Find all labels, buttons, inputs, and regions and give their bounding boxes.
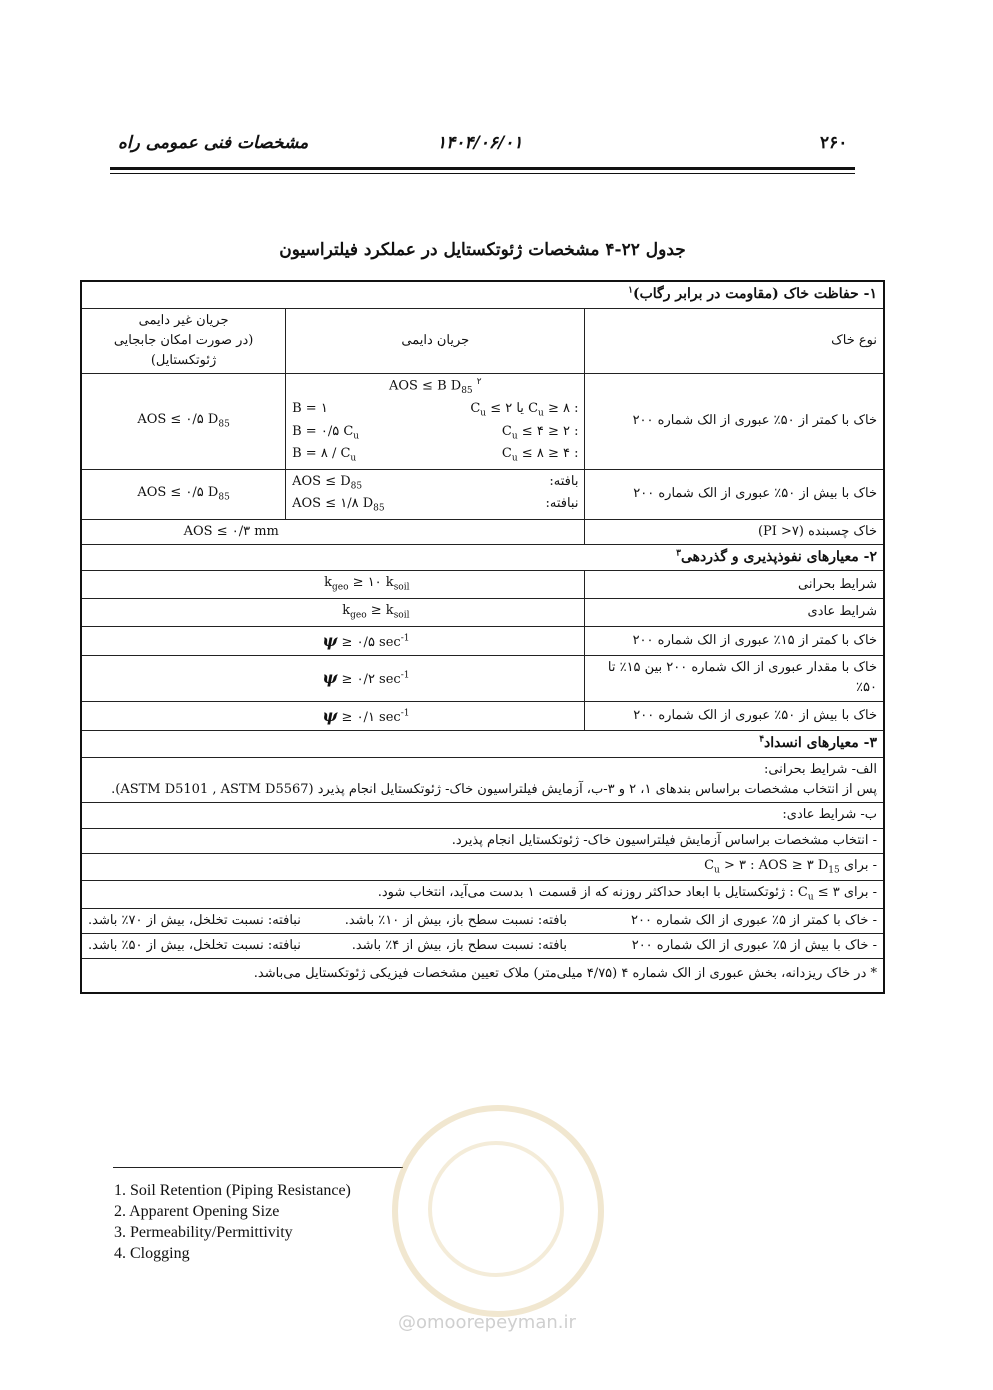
psi-15-50-label: خاک با مقدار عبوری از الک شماره ۲۰۰ بین ۱۵٪ تا ۵۰٪ — [585, 656, 884, 701]
clogging-critical-cell: الف- شرایط بحرانی: پس از انتخاب مشخصات براساس بندهای ۱، ۲ و ۳-ب، آزمایش فیلتراسیون خاک- ژئوتکستایل انجام پذیرد (ASTM D5101 , ASTM D5567). — [81, 758, 884, 803]
row-soil-more-50 — [81, 469, 884, 519]
normal-conditions-value: $k_{geo} \ge k_{soil}$ — [81, 598, 585, 626]
document-date: ۱۴۰۴/۰۶/۰۱ — [437, 133, 523, 153]
footnote-3: 3. Permeability/Permittivity — [114, 1224, 293, 1241]
soil-less-50-label: خاک با کمتر از ۵۰٪ عبوری از الک شماره ۲۰۰ — [585, 374, 884, 469]
footnote-rule — [113, 1167, 403, 1168]
section-3-header-row — [81, 731, 884, 758]
clogging-fine-less: - خاک با کمتر از ۵٪ عبوری از الک شماره ۲۰۰ بافته: نسبت سطح باز، بیش از ۱۰٪ باشد. نبافته: نسبت تخلخل، بیش از ۷۰٪ باشد. — [81, 908, 884, 933]
col-header-steady-flow: جریان دایمی — [286, 308, 585, 373]
col-header-unsteady-flow: جریان غیر دایمی (در صورت امکان جابجایی ژئوتکستایل) — [81, 308, 286, 373]
row-normal-conditions — [81, 598, 884, 626]
row-clogging-fine-more — [81, 933, 884, 958]
row-table-note — [81, 958, 884, 993]
psi-less-15-value: ψ ≥ ۰/۵ $\sec^{-1}$ — [81, 626, 585, 656]
section-3-title: ۳- معیارهای انسداد$^۴$ — [81, 731, 884, 758]
row-clogging-normal-3 — [81, 881, 884, 909]
critical-conditions-value: $k_{geo}$ ≥ ۱۰ $k_{soil}$ — [81, 571, 585, 599]
clogging-normal-1: - انتخاب مشخصات براساس آزمایش فیلتراسیون خاک- ژئوتکستایل انجام پذیرد. — [81, 828, 884, 853]
section-1-header-row — [81, 281, 884, 308]
section-2-title: ۲- معیارهای نفوذپذیری و گذردهی$^۳$ — [81, 544, 884, 571]
clogging-normal-title: ب- شرایط عادی: — [81, 803, 884, 828]
row-psi-more-50 — [81, 701, 884, 731]
critical-conditions-label: شرایط بحرانی — [585, 571, 884, 599]
clogging-normal-3: - برای $C_u$ ≤ ۳ : ژئوتکستایل با ابعاد حداکثر روزنه که از قسمت ۱ بدست می‌آید، انتخاب شود. — [81, 881, 884, 909]
clogging-normal-2: - برای $C_u$ > ۳ : AOS ≥ ۳ $D_{15}$ — [81, 853, 884, 881]
row-critical-conditions — [81, 571, 884, 599]
section-1-column-headers — [81, 308, 884, 373]
col-header-soil-type: نوع خاک — [585, 308, 884, 373]
watermark-text: @omoorepeyman.ir — [398, 1312, 576, 1333]
psi-more-50-label: خاک با بیش از ۵۰٪ عبوری از الک شماره ۲۰۰ — [585, 701, 884, 731]
footnotes — [114, 1180, 351, 1264]
row-soil-less-50 — [81, 374, 884, 469]
normal-conditions-label: شرایط عادی — [585, 598, 884, 626]
header-rule-thick — [110, 167, 855, 170]
soil-more-50-steady: بافته: AOS ≤ $D_{85}$ نبافته: AOS ≤ ۱/۸ $D_{85}$ — [286, 469, 585, 519]
footnote-2: 2. Apparent Opening Size — [114, 1203, 280, 1220]
row-clogging-normal-2 — [81, 853, 884, 881]
row-clogging-normal-1 — [81, 828, 884, 853]
aos-b-d85-formula: AOS ≤ B $D_{85}$ $^۲$ — [388, 377, 482, 397]
document-title: مشخصات فنی عمومی راه — [118, 133, 309, 153]
psi-less-15-label: خاک با کمتر از ۱۵٪ عبوری از الک شماره ۲۰۰ — [585, 626, 884, 656]
row-clogging-critical — [81, 758, 884, 803]
soil-less-50-steady: AOS ≤ B $D_{85}$ $^۲$ : $C_u$ ≥ ۸ یا $C_u$ ≤ ۲ B = ۱ : ۲ ≤ $C_u$ ≤ ۴ B = ۰/۵ $C_u$ : ۴ ≤ $C_u$ ≤ ۸ B = ۸ / $C_u$ — [286, 374, 585, 469]
geotextile-spec-table — [80, 280, 885, 994]
page-number: ۲۶۰ — [820, 133, 848, 153]
cohesive-soil-value: AOS ≤ ۰/۳ mm — [81, 519, 585, 544]
section-2-header-row — [81, 544, 884, 571]
row-cohesive-soil — [81, 519, 884, 544]
psi-more-50-value: ψ ≥ ۰/۱ $\sec^{-1}$ — [81, 701, 585, 731]
soil-less-50-unsteady: AOS ≤ ۰/۵ $D_{85}$ — [81, 374, 286, 469]
footnote-1: 1. Soil Retention (Piping Resistance) — [114, 1182, 351, 1199]
footnote-4: 4. Clogging — [114, 1245, 190, 1262]
table-note: * در خاک ریزدانه، بخش عبوری از الک شماره ۴ (۴/۷۵ میلی‌متر) ملاک تعیین مشخصات فیزیکی ژئوتکستایل می‌باشد. — [81, 958, 884, 993]
section-1-title: ۱- حفاظت خاک (مقاومت در برابر رگاب)$^۱$ — [81, 281, 884, 308]
soil-more-50-label: خاک با بیش از ۵۰٪ عبوری از الک شماره ۲۰۰ — [585, 469, 884, 519]
cohesive-soil-label: خاک چسبنده (PI >۷) — [585, 519, 884, 544]
clogging-fine-more: - خاک با بیش از ۵٪ عبوری از الک شماره ۲۰۰ بافته: نسبت سطح باز، بیش از ۴٪ باشد. نبافته: نسبت تخلخل، بیش از ۵۰٪ باشد. — [81, 933, 884, 958]
soil-more-50-unsteady: AOS ≤ ۰/۵ $D_{85}$ — [81, 469, 286, 519]
row-psi-less-15 — [81, 626, 884, 656]
row-clogging-fine-less — [81, 908, 884, 933]
psi-15-50-value: ψ ≥ ۰/۲ $\sec^{-1}$ — [81, 656, 585, 701]
row-psi-15-50 — [81, 656, 884, 701]
table-caption: جدول ۲۲-۴ مشخصات ژئوتکستایل در عملکرد فیلتراسیون — [279, 240, 686, 260]
watermark-seal-icon — [392, 1105, 604, 1317]
header-rule-thin — [110, 173, 855, 174]
row-clogging-normal-title — [81, 803, 884, 828]
